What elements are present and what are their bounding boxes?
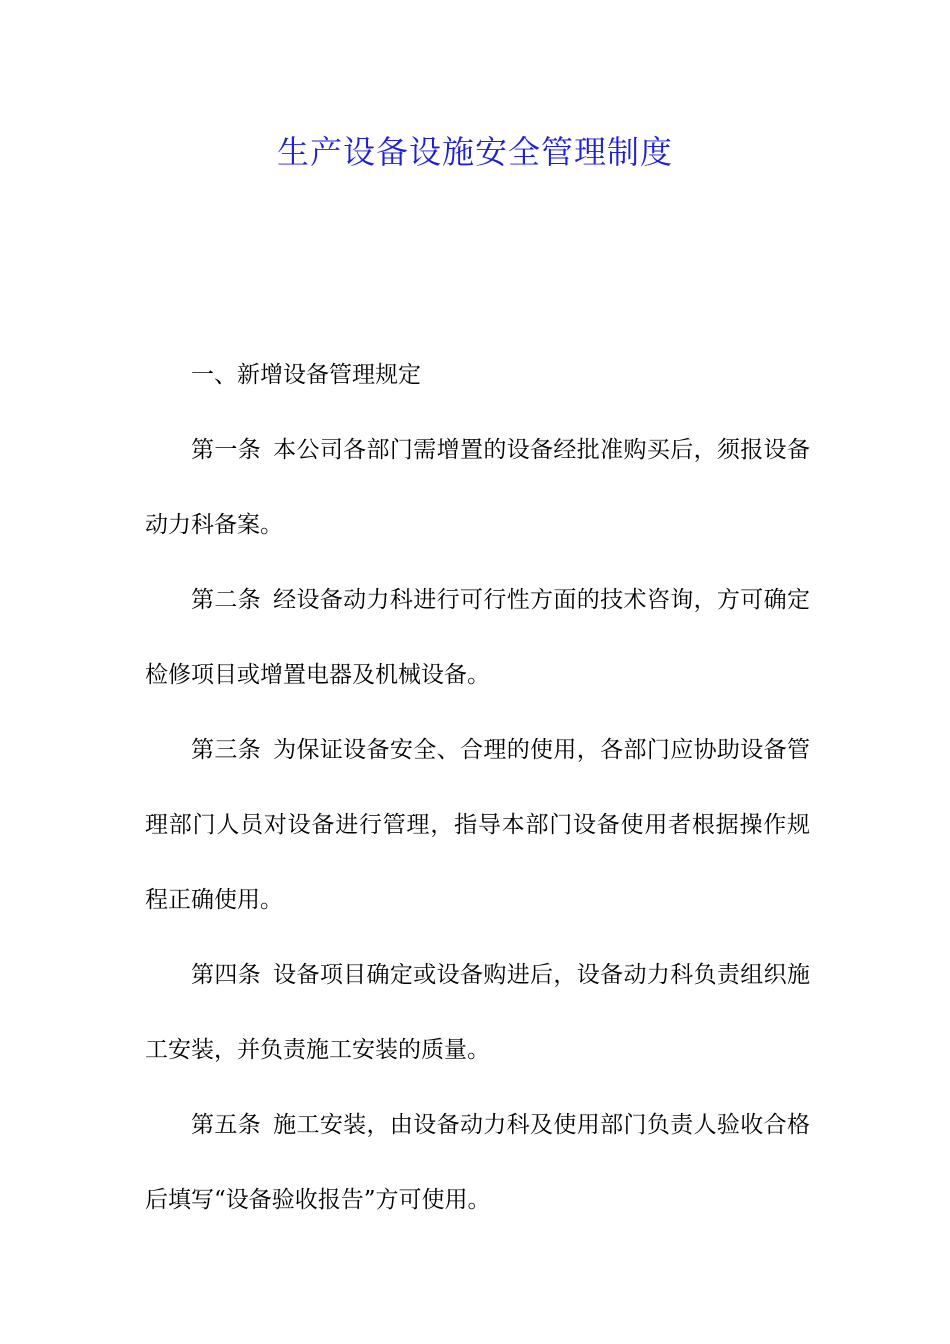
document-body: [145, 338, 810, 1238]
article-number: 第四条: [191, 962, 262, 988]
article-number: 第五条: [191, 1112, 262, 1138]
article-text: 为保证设备安全、合理的使用，各部门应协助设备管理部门人员对设备进行管理，指导本部门设备使用者根据操作规程正确使用。: [145, 737, 811, 913]
document-title: 生产设备设施安全管理制度: [276, 133, 673, 171]
article-number: 第二条: [191, 587, 262, 613]
article-number: 第三条: [191, 737, 262, 763]
article-2: [145, 563, 810, 713]
article-text: 本公司各部门需增置的设备经批准购买后，须报设备动力科备案。: [145, 437, 811, 538]
section-heading: 一、新增设备管理规定: [191, 362, 421, 388]
article-5: [145, 1088, 810, 1238]
article-text: 设备项目确定或设备购进后，设备动力科负责组织施工安装，并负责施工安装的质量。: [145, 962, 811, 1063]
article-1: [145, 413, 810, 563]
article-4: [145, 938, 810, 1088]
article-text: 经设备动力科进行可行性方面的技术咨询，方可确定检修项目或增置电器及机械设备。: [145, 587, 811, 688]
article-3: [145, 713, 810, 938]
article-number: 第一条: [191, 437, 262, 463]
article-text: 施工安装，由设备动力科及使用部门负责人验收合格后填写“设备验收报告”方可使用。: [145, 1112, 811, 1213]
